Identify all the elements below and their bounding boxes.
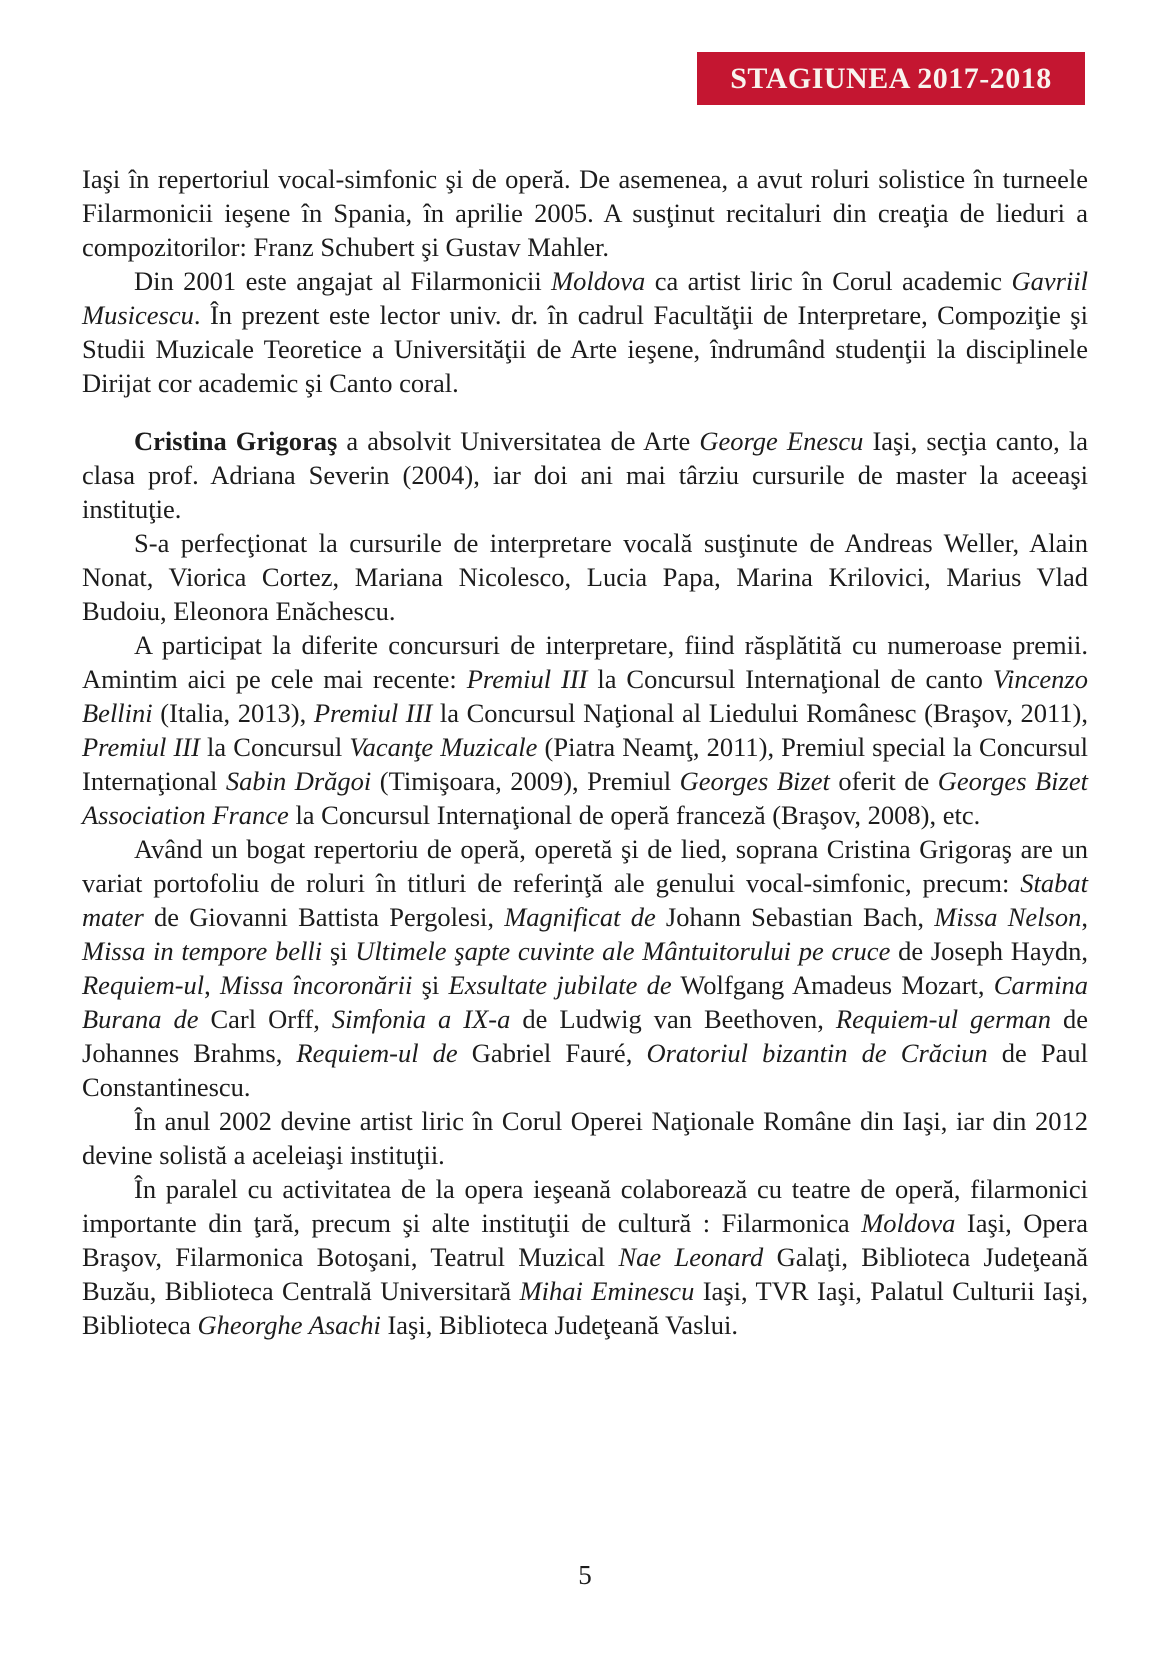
italic-run: Nae Leonard [618,1242,764,1272]
paragraph [82,1104,1088,1172]
text-run: A participat la diferite concursuri de interpretare, fiind răsplătită cu numeroase premii. Amintim aici pe cele mai recente: [82,630,1088,694]
text-run: Galaţi, Biblioteca Judeţeană Buzău, Biblioteca Centrală Universitară [82,1242,1088,1306]
italic-run: Moldova [861,1208,956,1238]
italic-run: Stabat mater [82,868,1088,932]
text-run: Iaşi, TVR Iaşi, Palatul Culturii Iaşi, Biblioteca [82,1276,1088,1340]
paragraph [82,628,1088,832]
text-run: Iaşi în repertoriul vocal-simfonic şi de operă. De asemenea, a avut roluri solistice în turneele Filarmonicii ieşene în Spania, în aprilie 2005. A susţinut recitaluri din creaţia de lieduri a compozitorilor: Franz Schubert şi Gustav Mahler. [82,164,1088,262]
text-run: Johann Sebastian Bach, [655,902,935,932]
body-text [82,162,1088,1342]
text-run: (Timişoara, 2009), Premiul [371,766,680,796]
text-run: Carl Orff, [198,1004,332,1034]
text-run: S-a perfecţionat la cursurile de interpretare vocală susţinute de Andreas Weller, Alain Nonat, Viorica Cortez, Mariana Nicolesco, Lucia Papa, Marina Krilovici, Marius Vlad Budoiu, Eleonora Enăchescu. [82,528,1088,626]
text-run: Iaşi, Biblioteca Judeţeană Vaslui. [380,1310,738,1340]
paragraph [82,162,1088,264]
text-run: . În prezent este lector univ. dr. în cadrul Facultăţii de Interpretare, Compoziţie şi Studii Muzicale Teoretice a Universităţii de Arte ieşene, îndrumând studenţii la disciplinele Dirijat cor academic şi Canto coral. [82,300,1088,398]
text-run: şi [412,970,449,1000]
paragraph [82,526,1088,628]
text-run: , [204,970,221,1000]
text-run: În paralel cu activitatea de la opera ieşeană colaborează cu teatre de operă, filarmonici importante din ţară, precum şi alte instituţii de cultură : Filarmonica [82,1174,1088,1238]
text-run: la Concursul Internaţional de canto [587,664,993,694]
page-number: 5 [578,1560,592,1590]
italic-run: Gavriil Musicescu [82,266,1088,330]
text-run: Iaşi, secţia canto, la clasa prof. Adriana Severin (2004), iar doi ani mai târziu cursurile de master la aceeaşi instituţie. [82,426,1088,524]
text-run: de Paul Constantinescu. [82,1038,1088,1102]
italic-run: Simfonia a IX-a [331,1004,511,1034]
italic-run: Carmina Burana de [82,970,1089,1034]
text-run: la Concursul Internaţional de operă franceză (Braşov, 2008), etc. [288,800,981,830]
text-run: şi [322,936,356,966]
text-run: la Concursul [199,732,350,762]
italic-run: Georges Bizet Association France [82,766,1088,830]
text-run: (Piatra Neamţ, 2011), Premiul special la Concursul Internaţional [82,732,1088,796]
italic-run: Mihai Eminescu [519,1276,695,1306]
bold-run: Cristina Grigoraş [134,426,338,456]
text-run: de Giovanni Battista Pergolesi, [143,902,505,932]
paragraph [82,832,1088,1104]
italic-run: Requiem-ul [82,970,205,1000]
italic-run: Exsultate jubilate de [448,970,672,1000]
text-run: de Ludwig van Beethoven, [510,1004,836,1034]
italic-run: Vincenzo Bellini [82,664,1088,728]
paragraph [82,424,1088,526]
text-run: la Concursul Naţional al Liedului Românesc (Braşov, 2011), [432,698,1088,728]
italic-run: Requiem-ul german [835,1004,1052,1034]
italic-run: Georges Bizet [679,766,830,796]
season-banner: STAGIUNEA 2017-2018 [697,52,1085,105]
text-run: , [1081,902,1088,932]
italic-run: Premiul III [82,732,200,762]
paragraph [82,264,1088,400]
text-run: de Johannes Brahms, [82,1004,1089,1068]
text-run: Iaşi, Opera Braşov, Filarmonica Botoşani, Teatrul Muzical [82,1208,1089,1272]
text-run: (Italia, 2013), [152,698,314,728]
italic-run: Moldova [551,266,646,296]
italic-run: Ultimele şapte cuvinte ale Mântuitorului pe cruce [355,936,891,966]
italic-run: Missa in tempore belli [82,936,323,966]
text-run: de Joseph Haydn, [890,936,1088,966]
paragraph [82,1172,1088,1342]
text-run: ca artist liric în Corul academic [645,266,1012,296]
text-run: a absolvit Universitatea de Arte [337,426,700,456]
italic-run: Sabin Drăgoi [225,766,372,796]
text-run: oferit de [829,766,938,796]
italic-run: Missa încoronării [220,970,413,1000]
italic-run: Premiul III [466,664,588,694]
italic-run: Oratoriul bizantin de Crăciun [646,1038,988,1068]
text-run: Având un bogat repertoriu de operă, operetă şi de lied, soprana Cristina Grigoraş are un variat portofoliu de roluri în titluri de referinţă ale genului vocal-simfonic, precum: [82,834,1088,898]
italic-run: Vacanţe Muzicale [349,732,538,762]
italic-run: George Enescu [699,426,864,456]
text-run: Wolfgang Amadeus Mozart, [671,970,994,1000]
text-run: În anul 2002 devine artist liric în Corul Operei Naţionale Române din Iaşi, iar din 2012 devine solistă a aceleiaşi instituţii. [82,1106,1088,1170]
italic-run: Premiul III [313,698,433,728]
italic-run: Gheorghe Asachi [197,1310,381,1340]
italic-run: Requiem-ul de [296,1038,458,1068]
text-run: Gabriel Fauré, [457,1038,647,1068]
italic-run: Magnificat de [504,902,656,932]
italic-run: Missa Nelson [934,902,1082,932]
text-run: Din 2001 este angajat al Filarmonicii [134,266,552,296]
